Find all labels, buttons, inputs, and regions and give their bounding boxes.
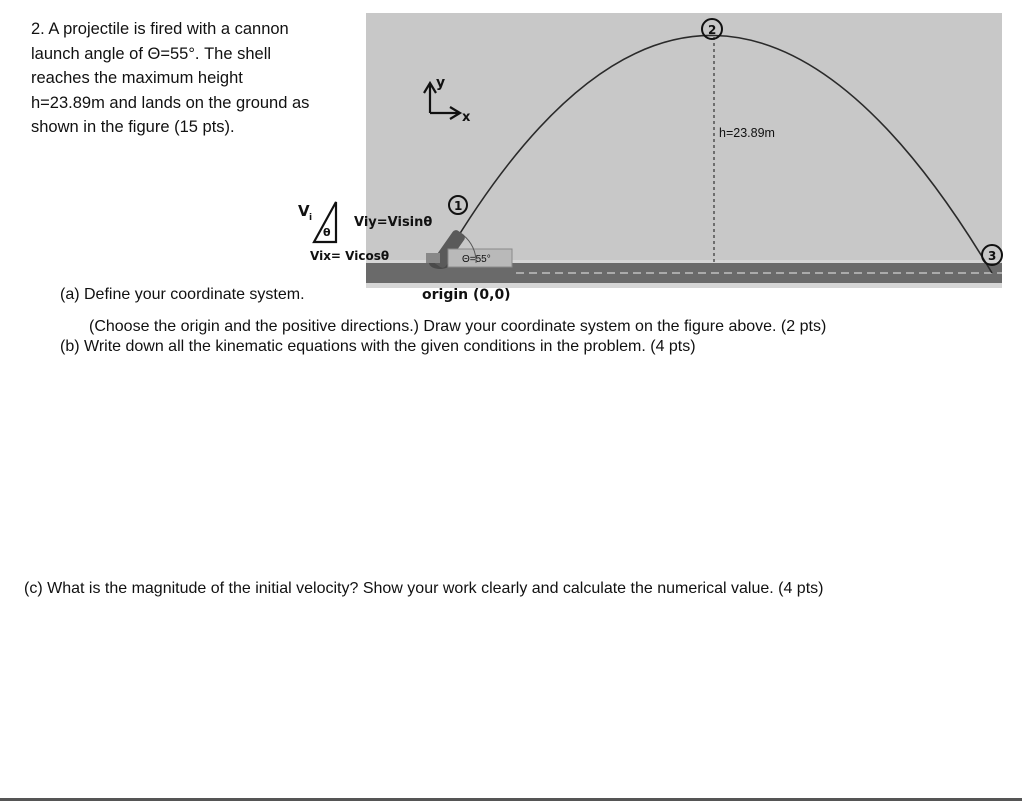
projectile-figure [366, 13, 1002, 303]
problem-statement [31, 17, 361, 140]
problem-line: 2. A projectile is fired with a cannon [31, 20, 289, 38]
part-a-instructions: (Choose the origin and the positive directions.) Draw your coordinate system on the figure above. (2 pts) [89, 318, 827, 335]
angle-label: Θ=55° [462, 254, 491, 265]
theta-label: θ [323, 226, 331, 239]
vi-label: V [298, 202, 310, 220]
origin-note: origin (0,0) [422, 287, 511, 303]
problem-line: h=23.89m and lands on the ground as [31, 93, 310, 112]
problem-line: launch angle of Θ=55°. The shell [31, 44, 272, 63]
x-axis-label: x [462, 110, 471, 125]
vix-equation: Vix= Vicosθ [310, 249, 390, 263]
page-bottom-border [0, 798, 1022, 801]
y-axis-label: y [436, 75, 446, 91]
height-label: h=23.89m [719, 126, 775, 140]
svg-text:1: 1 [454, 199, 463, 213]
viy-equation: Viy=Visinθ [354, 215, 433, 230]
worksheet-bottom [0, 535, 1022, 800]
part-b-question: (b) Write down all the kinematic equations with the given conditions in the problem. (4 pts) [60, 338, 696, 355]
problem-line: shown in the figure (15 pts). [31, 118, 235, 137]
velocity-triangle-note [296, 196, 446, 266]
part-c-question: (c) What is the magnitude of the initial velocity? Show your work clearly and calculate the numerical value. (4 pts) [24, 580, 824, 597]
svg-text:2: 2 [708, 23, 717, 37]
projectile-diagram [366, 13, 1002, 303]
svg-text:3: 3 [988, 249, 997, 263]
problem-line: reaches the maximum height [31, 69, 243, 88]
vi-subscript: i [309, 213, 313, 223]
part-a-question: (a) Define your coordinate system. [60, 286, 305, 303]
